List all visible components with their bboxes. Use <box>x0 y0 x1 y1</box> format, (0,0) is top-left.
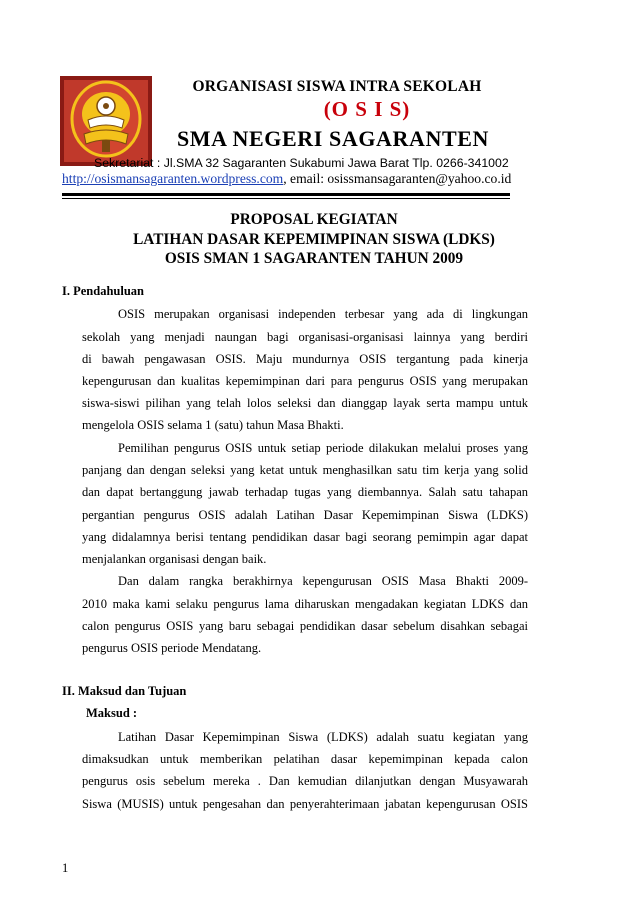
paragraph-line: dimaksudkan untuk memberikan pelatihan dasar kepemimpinan kepada calon <box>82 752 528 766</box>
paragraph-line: pengurus OSIS periode Mendatang. <box>82 641 262 655</box>
paragraph-line: panjang dan dengan seleksi yang ketat untuk menghasilkan satu tim kerja yang solid <box>82 463 528 477</box>
email-text: , email: osissmansagaranten@yahoo.co.id <box>283 171 512 186</box>
section-heading-maksud-tujuan: II. Maksud dan Tujuan <box>62 684 187 698</box>
paragraph-line: sekolah yang menjadi naungan bagi organisasi-organisasi lainnya yang berdiri <box>82 330 528 344</box>
school-name-text: SMA NEGERI SAGARANTEN <box>176 126 490 151</box>
paragraph-line: Siswa (MUSIS) untuk pengesahan dan penyerahterimaan jabatan kepengurusan OSIS <box>82 797 528 811</box>
paragraph-line: dan dapat bertanggung jawab terhadap tugas yang diembannya. Salah satu tahapan <box>82 485 528 499</box>
paragraph-line: 2010 maka kami selaku pengurus lama diharuskan mengadakan kegiatan LDKS dan <box>82 597 528 611</box>
org-name-text: ORGANISASI SISWA INTRA SEKOLAH <box>192 78 482 95</box>
paragraph-line: menjalankan organisasi dengan baik. <box>82 552 267 566</box>
paragraph-line: Dan dalam rangka berakhirnya kepengurusan OSIS Masa Bhakti 2009- <box>118 574 528 588</box>
org-abbreviation-text: (O S I S) <box>323 97 411 121</box>
org-name <box>0 78 638 96</box>
paragraph-line: OSIS merupakan organisasi independen terbesar yang ada di lingkungan <box>118 307 528 321</box>
proposal-title-line-2: LATIHAN DASAR KEPEMIMPINAN SISWA (LDKS) <box>133 231 495 248</box>
proposal-title-line-1: PROPOSAL KEGIATAN <box>230 211 398 228</box>
subheading-maksud: Maksud : <box>86 706 138 720</box>
section-heading-pendahuluan: I. Pendahuluan <box>62 284 144 298</box>
website-link[interactable]: http://osismansagaranten.wordpress.com <box>62 171 284 186</box>
paragraph-line: kepengurusan dan kualitas kepemimpinan dari para pengurus OSIS yang merupakan <box>82 374 528 388</box>
paragraph-line: siswa-siswi pilihan yang telah lolos seleksi dan dianggap layak serta mampu untuk <box>82 396 528 410</box>
paragraph-line: Latihan Dasar Kepemimpinan Siswa (LDKS) adalah suatu kegiatan yang <box>118 730 528 744</box>
paragraph-line: pergantian pengurus OSIS adalah Latihan Dasar Kepemimpinan Siswa (LDKS) <box>82 508 528 522</box>
org-abbreviation <box>0 97 638 122</box>
paragraph-line: yang didalamnya berisi tentang pendidikan dasar bagi seorang pemimpin agar dapat <box>82 530 528 544</box>
paragraph-line: Pemilihan pengurus OSIS untuk setiap periode dilakukan melalui proses yang <box>118 441 528 455</box>
secretariat-address: Sekretariat : Jl.SMA 32 Sagaranten Sukabumi Jawa Barat Tlp. 0266-341002 <box>94 156 509 170</box>
paragraph-line: pengurus osis sebelum mereka . Dan kemudian dilanjutkan dengan Musyawarah <box>82 774 528 788</box>
paragraph-line: mengelola OSIS selama 1 (satu) tahun Masa Bhakti. <box>82 418 344 432</box>
paragraph-line: di bawah pengawasan OSIS. Maju mundurnya OSIS tergantung pada kinerja <box>82 352 528 366</box>
school-name <box>0 126 638 152</box>
header-rule-thin <box>62 198 510 199</box>
page-number: 1 <box>62 861 69 875</box>
contact-line <box>62 171 511 187</box>
paragraph-line: calon pengurus OSIS yang baru sebagai pendidikan dasar sebelum disahkan sebagai <box>82 619 528 633</box>
header-rule-thick <box>62 193 510 196</box>
proposal-title-line-3: OSIS SMAN 1 SAGARANTEN TAHUN 2009 <box>164 250 464 267</box>
